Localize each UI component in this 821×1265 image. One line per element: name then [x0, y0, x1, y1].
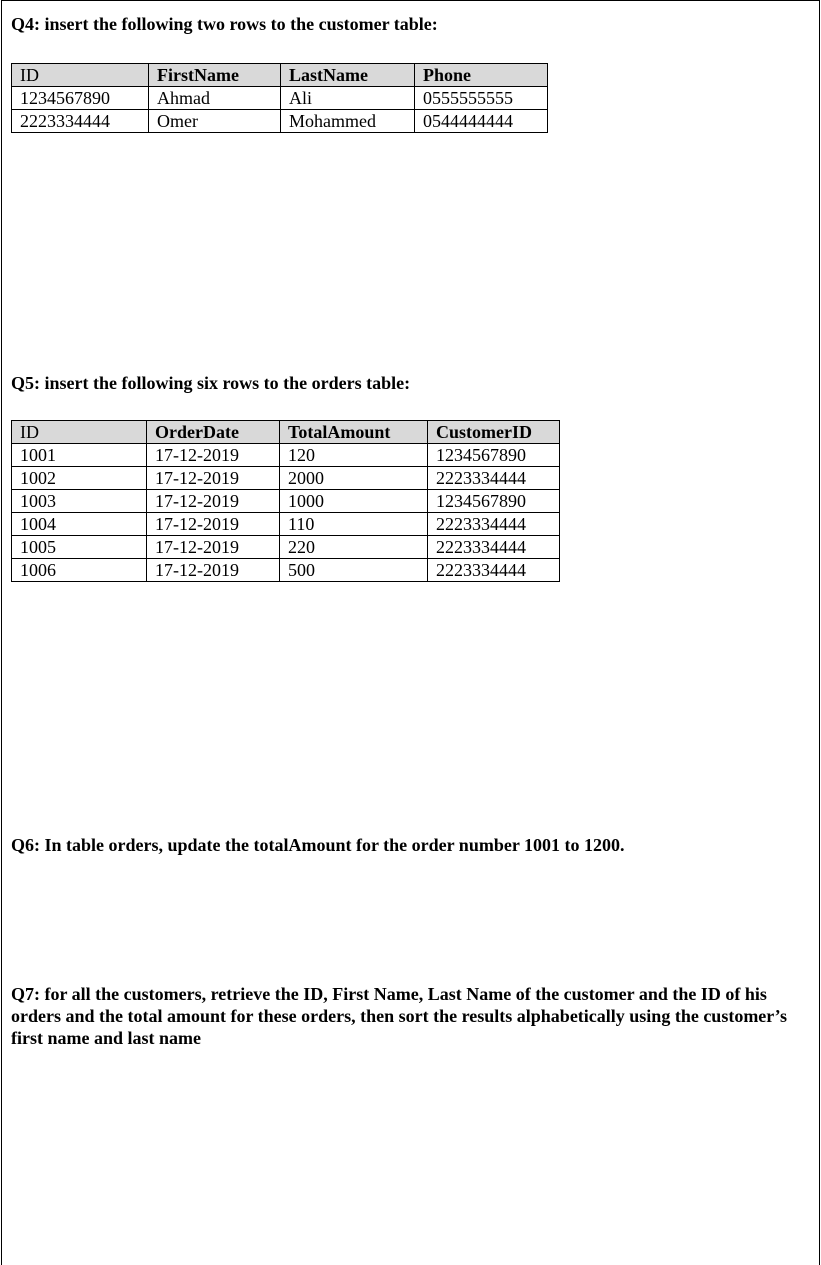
table-row [12, 110, 548, 133]
table-cell: 1234567890 [428, 444, 560, 467]
column-header: CustomerID [428, 421, 560, 444]
table-row [12, 559, 560, 582]
table-cell: 17-12-2019 [147, 444, 280, 467]
q7-text: Q7: for all the customers, retrieve the ID, First Name, Last Name of the customer and the ID of his orders and the total amount for these orders, then sort the results alphabetically using the customer’s first name and last name [11, 984, 787, 1048]
column-header: LastName [281, 64, 415, 87]
table-cell: 2000 [280, 467, 428, 490]
table-header-row [12, 421, 560, 444]
page-frame [1, 0, 820, 1265]
table-cell: 220 [280, 536, 428, 559]
table-header-row [12, 64, 548, 87]
table-cell: 0555555555 [415, 87, 548, 110]
table-cell: 2223334444 [428, 536, 560, 559]
table-cell: 1000 [280, 490, 428, 513]
table-cell: Mohammed [281, 110, 415, 133]
table-cell: 1234567890 [428, 490, 560, 513]
table-cell: 2223334444 [428, 513, 560, 536]
table-row [12, 490, 560, 513]
customer-table [11, 63, 548, 133]
table-cell: 1005 [12, 536, 147, 559]
column-header: ID [12, 64, 149, 87]
table-cell: Omer [149, 110, 281, 133]
table-cell: 2223334444 [12, 110, 149, 133]
table-cell: 17-12-2019 [147, 536, 280, 559]
table-cell: 1001 [12, 444, 147, 467]
column-header: ID [12, 421, 147, 444]
table-cell: 17-12-2019 [147, 559, 280, 582]
column-header: FirstName [149, 64, 281, 87]
column-header: OrderDate [147, 421, 280, 444]
table-cell: 17-12-2019 [147, 467, 280, 490]
table-cell: 120 [280, 444, 428, 467]
table-cell: 1003 [12, 490, 147, 513]
table-row [12, 513, 560, 536]
orders-table [11, 420, 560, 582]
table-cell: 1002 [12, 467, 147, 490]
table-cell: 2223334444 [428, 559, 560, 582]
table-row [12, 444, 560, 467]
q5-title: Q5: insert the following six rows to the orders table: [11, 373, 411, 393]
table-row [12, 536, 560, 559]
table-row [12, 87, 548, 110]
table-cell: 110 [280, 513, 428, 536]
table-cell: 1006 [12, 559, 147, 582]
q6-title: Q6: In table orders, update the totalAmount for the order number 1001 to 1200. [11, 835, 625, 855]
column-header: TotalAmount [280, 421, 428, 444]
table-cell: 0544444444 [415, 110, 548, 133]
table-cell: 500 [280, 559, 428, 582]
table-cell: 17-12-2019 [147, 513, 280, 536]
table-row [12, 467, 560, 490]
table-cell: 1234567890 [12, 87, 149, 110]
table-cell: 17-12-2019 [147, 490, 280, 513]
table-cell: Ahmad [149, 87, 281, 110]
q4-title: Q4: insert the following two rows to the customer table: [11, 14, 438, 34]
table-cell: Ali [281, 87, 415, 110]
table-cell: 2223334444 [428, 467, 560, 490]
column-header: Phone [415, 64, 548, 87]
table-cell: 1004 [12, 513, 147, 536]
